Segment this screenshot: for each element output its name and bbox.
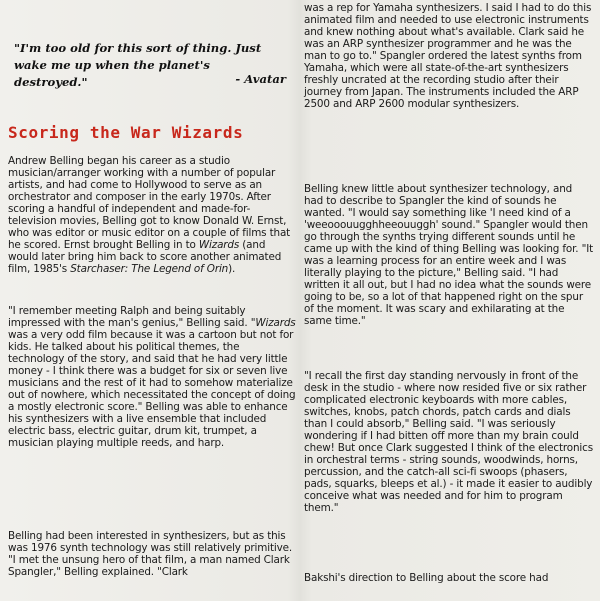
left-paragraph-3: Belling had been interested in synthesizers, but as this was 1976 synth technology was still relatively primitive. "I met the unsung hero of that film, a man named Clark Spangler," Belling explained. "Clark <box>8 530 293 578</box>
section-heading: Scoring the War Wizards <box>8 123 244 142</box>
film-title: Wizards <box>255 317 296 329</box>
left-paragraph-2 <box>8 305 298 449</box>
epigraph-attribution: - Avatar <box>235 72 286 86</box>
right-paragraph-3: "I recall the first day standing nervously in front of the desk in the studio - where now resided five or six rather complicated electronic keyboards with more cables, switches, knobs, patch chords, patch cards and dials than I could absorb," Belling said. "I was seriously wondering if I had bitten off more than my brain could chew! But once Clark suggested I think of the electronics in orchestral terms - string sounds, woodwinds, horns, percussion, and the catch-all sci-fi swoops (phasers, pads, squarks, bleeps et al.) - it made it easier to audibly conceive what was needed and for him to program them." <box>304 370 593 514</box>
text-run: was a very odd film because it was a cartoon but not for kids. He talked about his political themes, the technology of the story, and said that he had very little money - I think there was a budget for six or seven live musicians and the rest of it had to somehow materialize out of nowhere, which necessitated the concept of doing a mostly electronic score." Belling was able to enhance his synthesizers with a live ensemble that included electric bass, electric guitar, drum kit, trumpet, a musician playing multiple reeds, and harp. <box>8 329 296 449</box>
film-title: Wizards <box>198 239 240 251</box>
right-paragraph-4: Bakshi's direction to Belling about the score had <box>304 572 549 584</box>
text-run: ). <box>228 263 236 275</box>
text-run: Andrew Belling began his career as a studio musician/arranger working with a number of popular artists, and had come to Hollywood to serve as an orchestrator and composer in the early 1970s. After scoring a handful of independent and made-for-television movies, Belling got to know Donald W. Ernst, who was editor or music editor on a couple of films that he scored. Ernst brought Belling in to <box>8 155 291 251</box>
text-run: (and would later bring him back to score another animated film, 1985's <box>8 239 282 275</box>
right-paragraph-2: Belling knew little about synthesizer technology, and had to describe to Spangler the kind of sounds he wanted. "I would say something like 'I need kind of a 'weeooouugghheeouuggh' sound." Spangler would then go through the synths trying different sounds until he came up with the kind of thing Belling was looking for. "It was a learning process for an entire week and I was literally playing to the picture," Belling said. "I had written it all out, but I had no idea what the sounds were going to be, so a lot of that happened right on the spur of the moment. It was scary and exhilarating at the same time." <box>304 183 594 327</box>
right-paragraph-1: was a rep for Yamaha synthesizers. I said I had to do this animated film and needed to use electronic instruments and knew nothing about what's available. Clark said he was an ARP synthesizer programmer and he was the man to go to." Spangler ordered the latest synths from Yamaha, which were all state-of-the-art synthesizers freshly uncrated at the recording studio after their journey from Japan. The instruments included the ARP 2500 and ARP 2600 modular synthesizers. <box>304 2 592 110</box>
text-run: "I remember meeting Ralph and being suitably impressed with the man's genius," Belling said. " <box>8 305 256 329</box>
film-title: Starchaser: The Legend of Orin <box>70 263 229 275</box>
epigraph-quote: "I'm too old for this sort of thing. Just wake me up when the planet's destroyed." <box>14 41 262 89</box>
left-paragraph-1 <box>8 155 298 275</box>
